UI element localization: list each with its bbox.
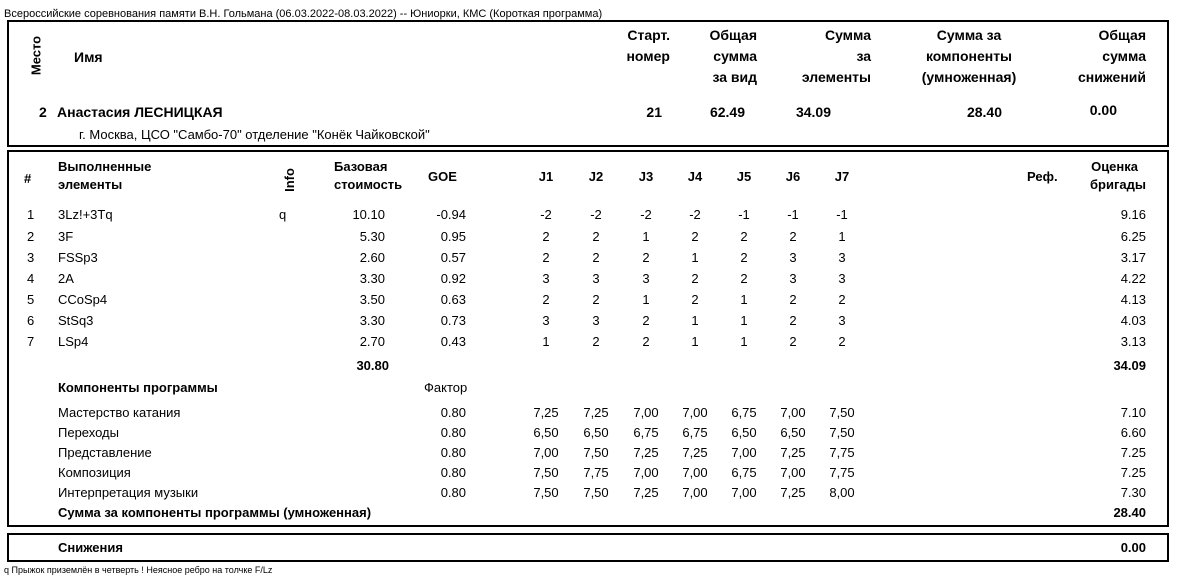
component-judge-score: 7,00 bbox=[633, 465, 659, 480]
element-judge-score: 3 bbox=[542, 271, 550, 286]
component-name: Мастерство катания bbox=[58, 405, 181, 420]
element-judge-score: 3 bbox=[838, 271, 846, 286]
col-elements-header-2: элементы bbox=[58, 177, 123, 192]
component-panel-score: 7.10 bbox=[1120, 405, 1146, 420]
element-judge-score: 2 bbox=[642, 334, 650, 349]
element-judge-score: 3 bbox=[838, 250, 846, 265]
element-judge-score: 1 bbox=[740, 292, 748, 307]
component-judge-score: 7,50 bbox=[583, 445, 609, 460]
element-judge-score: 2 bbox=[592, 250, 600, 265]
element-judge-score: 2 bbox=[691, 292, 699, 307]
element-panel-score: 4.22 bbox=[1120, 271, 1146, 286]
component-judge-score: 7,00 bbox=[780, 405, 806, 420]
component-judge-score: 6,50 bbox=[583, 425, 609, 440]
element-judge-score: 1 bbox=[740, 313, 748, 328]
event-title: Всероссийские соревнования памяти В.Н. Гольмана (06.03.2022-08.03.2022) -- Юниорки, КМС (Короткая программа) bbox=[4, 8, 603, 20]
element-judge-score: 3 bbox=[642, 271, 650, 286]
component-panel-score: 6.60 bbox=[1120, 425, 1146, 440]
element-judge-score: 1 bbox=[642, 292, 650, 307]
component-judge-score: 7,25 bbox=[633, 445, 659, 460]
component-factor: 0.80 bbox=[440, 465, 466, 480]
element-info: q bbox=[279, 207, 287, 222]
element-judge-score: 2 bbox=[542, 250, 550, 265]
col-judge-header-1: J1 bbox=[538, 169, 554, 184]
elements-sum-label-1: Сумма bbox=[824, 27, 871, 43]
skater-deductions: 0.00 bbox=[1089, 102, 1117, 118]
element-judge-score: 2 bbox=[691, 271, 699, 286]
elements-base-total: 30.80 bbox=[356, 358, 389, 373]
element-base: 5.30 bbox=[359, 229, 385, 244]
component-name: Композиция bbox=[58, 465, 131, 480]
element-num: 7 bbox=[27, 334, 35, 349]
components-sum-label-3: (умноженная) bbox=[921, 69, 1017, 85]
component-name: Представление bbox=[58, 445, 152, 460]
col-judge-header-5: J5 bbox=[736, 169, 752, 184]
component-judge-score: 7,25 bbox=[633, 485, 659, 500]
element-judge-score: -1 bbox=[787, 207, 799, 222]
component-judge-score: 7,50 bbox=[829, 425, 855, 440]
start-no-label-2: номер bbox=[626, 48, 670, 64]
skater-club: г. Москва, ЦСО "Самбо-70" отделение "Конёк Чайковской" bbox=[79, 127, 430, 142]
component-name: Переходы bbox=[58, 425, 119, 440]
element-judge-score: 2 bbox=[542, 292, 550, 307]
element-judge-score: -1 bbox=[836, 207, 848, 222]
element-num: 4 bbox=[27, 271, 35, 286]
footnote: q Прыжок приземлён в четверть ! Неясное ребро на толчке F/Lz bbox=[4, 565, 273, 575]
element-judge-score: -2 bbox=[640, 207, 652, 222]
name-label: Имя bbox=[74, 49, 103, 65]
component-judge-score: 7,00 bbox=[731, 485, 757, 500]
component-factor: 0.80 bbox=[440, 445, 466, 460]
elements-sum-label-3: элементы bbox=[801, 69, 871, 85]
col-judge-header-3: J3 bbox=[638, 169, 654, 184]
elements-sum-label-2: за bbox=[856, 48, 871, 64]
component-judge-score: 6,75 bbox=[682, 425, 708, 440]
component-judge-score: 7,25 bbox=[780, 445, 806, 460]
component-judge-score: 6,50 bbox=[731, 425, 757, 440]
component-judge-score: 7,75 bbox=[829, 445, 855, 460]
element-judge-score: 1 bbox=[838, 229, 846, 244]
col-judge-header-4: J4 bbox=[687, 169, 703, 184]
col-panel-header-2: бригады bbox=[1090, 177, 1146, 192]
component-judge-score: 7,75 bbox=[583, 465, 609, 480]
element-goe: 0.63 bbox=[440, 292, 466, 307]
element-num: 2 bbox=[27, 229, 35, 244]
element-panel-score: 4.13 bbox=[1120, 292, 1146, 307]
skater-start-no: 21 bbox=[646, 104, 662, 120]
col-num-header: # bbox=[24, 171, 32, 186]
component-factor: 0.80 bbox=[440, 425, 466, 440]
element-judge-score: 2 bbox=[592, 334, 600, 349]
total-label-3: за вид bbox=[712, 69, 757, 85]
component-name: Интерпретация музыки bbox=[58, 485, 199, 500]
element-judge-score: 2 bbox=[740, 271, 748, 286]
element-judge-score: 2 bbox=[592, 292, 600, 307]
component-judge-score: 7,25 bbox=[682, 445, 708, 460]
element-base: 3.50 bbox=[359, 292, 385, 307]
element-judge-score: 2 bbox=[838, 334, 846, 349]
element-judge-score: 2 bbox=[642, 250, 650, 265]
skater-place: 2 bbox=[39, 104, 47, 120]
skater-name: Анастасия ЛЕСНИЦКАЯ bbox=[57, 104, 223, 120]
element-judge-score: -2 bbox=[689, 207, 701, 222]
element-goe: 0.43 bbox=[440, 334, 466, 349]
col-panel-header-1: Оценка bbox=[1091, 159, 1138, 174]
element-name: LSp4 bbox=[58, 334, 89, 349]
element-judge-score: 2 bbox=[789, 313, 797, 328]
col-goe-header: GOE bbox=[428, 169, 457, 184]
element-judge-score: 3 bbox=[838, 313, 846, 328]
element-num: 3 bbox=[27, 250, 35, 265]
component-judge-score: 7,00 bbox=[682, 485, 708, 500]
element-judge-score: -2 bbox=[540, 207, 552, 222]
component-judge-score: 7,25 bbox=[780, 485, 806, 500]
element-name: FSSp3 bbox=[58, 250, 98, 265]
element-judge-score: 3 bbox=[592, 271, 600, 286]
component-judge-score: 6,75 bbox=[633, 425, 659, 440]
element-name: CCoSp4 bbox=[58, 292, 108, 307]
component-judge-score: 8,00 bbox=[829, 485, 855, 500]
col-elements-header-1: Выполненные bbox=[58, 159, 152, 174]
element-goe: 0.95 bbox=[440, 229, 466, 244]
start-no-label-1: Старт. bbox=[627, 27, 670, 43]
deductions-row-label: Снижения bbox=[58, 540, 123, 555]
element-num: 1 bbox=[27, 207, 35, 222]
element-name: StSq3 bbox=[58, 313, 94, 328]
components-total-score: 28.40 bbox=[1113, 505, 1146, 520]
component-judge-score: 6,75 bbox=[731, 405, 757, 420]
element-goe: 0.57 bbox=[440, 250, 466, 265]
component-judge-score: 7,25 bbox=[533, 405, 559, 420]
deductions-box bbox=[7, 533, 1169, 562]
element-base: 3.30 bbox=[359, 271, 385, 286]
skater-total-segment: 62.49 bbox=[709, 104, 745, 120]
col-ref-header: Реф. bbox=[1027, 169, 1058, 184]
elements-score-total: 34.09 bbox=[1113, 358, 1146, 373]
element-judge-score: 2 bbox=[542, 229, 550, 244]
deductions-row-value: 0.00 bbox=[1120, 540, 1146, 555]
element-panel-score: 9.16 bbox=[1120, 207, 1146, 222]
component-judge-score: 6,50 bbox=[533, 425, 559, 440]
element-judge-score: 2 bbox=[592, 229, 600, 244]
element-judge-score: 1 bbox=[542, 334, 550, 349]
element-judge-score: 2 bbox=[740, 229, 748, 244]
element-judge-score: 2 bbox=[789, 229, 797, 244]
element-goe: -0.94 bbox=[436, 207, 466, 222]
component-panel-score: 7.25 bbox=[1120, 465, 1146, 480]
component-judge-score: 7,50 bbox=[533, 485, 559, 500]
deductions-label-1: Общая bbox=[1098, 27, 1146, 43]
components-total-label: Сумма за компоненты программы (умноженная) bbox=[58, 505, 372, 520]
col-base-header-1: Базовая bbox=[334, 159, 388, 174]
deductions-label-3: снижений bbox=[1077, 69, 1146, 85]
element-judge-score: 2 bbox=[740, 250, 748, 265]
element-judge-score: 3 bbox=[592, 313, 600, 328]
element-judge-score: 1 bbox=[691, 313, 699, 328]
element-panel-score: 4.03 bbox=[1120, 313, 1146, 328]
element-name: 3F bbox=[58, 229, 74, 244]
col-judge-header-6: J6 bbox=[785, 169, 801, 184]
element-base: 3.30 bbox=[359, 313, 385, 328]
element-judge-score: 1 bbox=[691, 250, 699, 265]
component-judge-score: 7,25 bbox=[583, 405, 609, 420]
skater-components-score: 28.40 bbox=[966, 104, 1002, 120]
element-judge-score: 3 bbox=[789, 250, 797, 265]
skater-elements-score: 34.09 bbox=[795, 104, 831, 120]
component-judge-score: 7,00 bbox=[731, 445, 757, 460]
component-judge-score: 7,50 bbox=[829, 405, 855, 420]
element-judge-score: 2 bbox=[642, 313, 650, 328]
element-num: 6 bbox=[27, 313, 35, 328]
deductions-label-2: сумма bbox=[1102, 48, 1146, 64]
component-judge-score: 7,00 bbox=[633, 405, 659, 420]
component-judge-score: 7,50 bbox=[533, 465, 559, 480]
place-label: Место bbox=[28, 35, 44, 76]
element-judge-score: 2 bbox=[691, 229, 699, 244]
component-factor: 0.80 bbox=[440, 485, 466, 500]
component-judge-score: 7,00 bbox=[682, 465, 708, 480]
element-judge-score: 2 bbox=[789, 334, 797, 349]
component-judge-score: 7,00 bbox=[533, 445, 559, 460]
element-goe: 0.92 bbox=[440, 271, 466, 286]
component-judge-score: 7,75 bbox=[829, 465, 855, 480]
component-judge-score: 7,00 bbox=[780, 465, 806, 480]
element-judge-score: -2 bbox=[590, 207, 602, 222]
element-name: 3Lz!+3Tq bbox=[58, 207, 113, 222]
element-judge-score: 1 bbox=[691, 334, 699, 349]
element-goe: 0.73 bbox=[440, 313, 466, 328]
components-sum-label-1: Сумма за bbox=[936, 27, 1002, 43]
components-sum-label-2: компоненты bbox=[925, 48, 1013, 64]
element-judge-score: 3 bbox=[789, 271, 797, 286]
components-title: Компоненты программы bbox=[58, 380, 218, 395]
element-judge-score: 2 bbox=[838, 292, 846, 307]
component-panel-score: 7.30 bbox=[1120, 485, 1146, 500]
component-judge-score: 7,50 bbox=[583, 485, 609, 500]
element-judge-score: 2 bbox=[789, 292, 797, 307]
element-base: 2.70 bbox=[359, 334, 385, 349]
col-base-header-2: стоимость bbox=[334, 177, 403, 192]
element-name: 2A bbox=[58, 271, 74, 286]
element-judge-score: 1 bbox=[740, 334, 748, 349]
component-factor: 0.80 bbox=[440, 405, 466, 420]
col-info-header: Info bbox=[282, 168, 297, 192]
component-panel-score: 7.25 bbox=[1120, 445, 1146, 460]
element-panel-score: 3.13 bbox=[1120, 334, 1146, 349]
element-panel-score: 3.17 bbox=[1120, 250, 1146, 265]
component-judge-score: 7,00 bbox=[682, 405, 708, 420]
col-judge-header-7: J7 bbox=[834, 169, 850, 184]
element-judge-score: -1 bbox=[738, 207, 750, 222]
components-factor-header: Фактор bbox=[424, 380, 468, 395]
total-label-1: Общая bbox=[709, 27, 757, 43]
element-panel-score: 6.25 bbox=[1120, 229, 1146, 244]
col-judge-header-2: J2 bbox=[588, 169, 604, 184]
element-base: 10.10 bbox=[352, 207, 385, 222]
component-judge-score: 6,50 bbox=[780, 425, 806, 440]
total-label-2: сумма bbox=[713, 48, 757, 64]
component-judge-score: 6,75 bbox=[731, 465, 757, 480]
element-base: 2.60 bbox=[359, 250, 385, 265]
element-judge-score: 3 bbox=[542, 313, 550, 328]
element-num: 5 bbox=[27, 292, 35, 307]
element-judge-score: 1 bbox=[642, 229, 650, 244]
